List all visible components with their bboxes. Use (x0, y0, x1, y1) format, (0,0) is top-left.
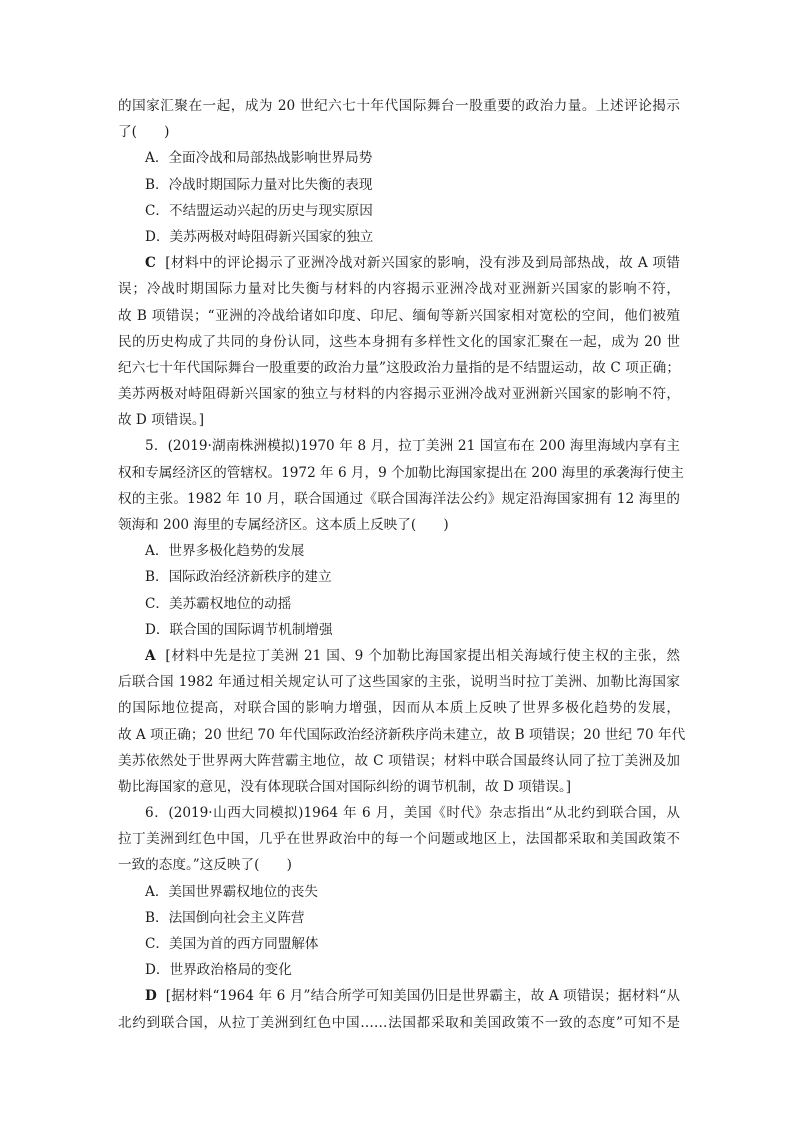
question-4-stem-line: 了( ) (118, 124, 170, 141)
question-4-option-d: D．美苏两极对峙阻碍新兴国家的独立 (145, 228, 374, 245)
question-4-explanation-line: 故 B 项错误；“亚洲的冷战给诸如印度、印尼、缅甸等新兴国家相对宽松的空间，他们被殖 (118, 307, 680, 324)
question-5-option-a: A．世界多极化趋势的发展 (145, 543, 305, 560)
question-4-explanation-text: [材料中的评论揭示了亚洲冷战对新兴国家的影响，没有涉及到局部热战，故 A 项错 (165, 255, 680, 272)
document-page (118, 93, 686, 1036)
question-5-explanation-line: 后联合国 1982 年通过相关规定认可了这些国家的主张，说明当时拉丁美洲、加勒比海国家 (118, 674, 680, 691)
question-4-explanation-line: 美苏两极对峙阻碍新兴国家的独立与材料的内容揭示亚洲冷战对亚洲新兴国家的影响不符， (118, 386, 680, 403)
question-5-answer: A (145, 647, 156, 664)
question-5-option-b: B．国际政治经济新秩序的建立 (145, 569, 332, 586)
question-4-explanation-line: 故 D 项错误。] (118, 412, 205, 429)
question-4-explanation-line: 误；冷战时期国际力量对比失衡与材料的内容揭示亚洲冷战对亚洲新兴国家的影响不符， (118, 281, 680, 298)
question-4-explanation-first-line (118, 250, 680, 276)
question-4-option-c: C．不结盟运动兴起的历史与现实原因 (145, 202, 373, 219)
question-6-stem-line: 6．(2019·山西大同模拟)1964 年 6 月，美国《时代》杂志指出“从北约到联合国，从 (145, 805, 680, 822)
question-6-explanation-first-line (118, 983, 680, 1009)
question-4-stem-line: 的国家汇聚在一起，成为 20 世纪六七十年代国际舞台一股重要的政治力量。上述评论揭示 (118, 98, 680, 114)
question-6-option-c: C．美国为首的西方同盟解体 (145, 936, 319, 952)
question-4-answer: C (145, 255, 156, 272)
question-6-answer: D (145, 988, 157, 1005)
question-5-option-c: C．美苏霸权地位的动摇 (145, 595, 292, 612)
question-5-explanation-first-line (118, 643, 680, 669)
question-6-option-a: A．美国世界霸权地位的丧失 (145, 883, 318, 900)
question-5-explanation-line: 美苏依然处于世界两大阵营霸主地位，故 C 项错误；材料中联合国最终认同了拉丁美洲及加 (118, 752, 680, 769)
question-5-option-d: D．联合国的国际调节机制增强 (145, 621, 333, 638)
question-4 (118, 93, 680, 433)
question-5-stem-line: 领海和 200 海里的专属经济区。这本质上反映了( ) (118, 517, 449, 533)
question-5-stem-line: 权和专属经济区的管辖权。1972 年 6 月，9 个加勒比海国家提出在 200 海里的承袭海行使主 (118, 464, 684, 481)
question-5-stem-line: 权的主张。1982 年 10 月，联合国通过《联合国海洋法公约》规定沿海国家拥有 12 海里的 (118, 490, 680, 507)
question-6 (118, 800, 680, 1036)
question-6-stem-line: 拉丁美洲到红色中国，几乎在世界政治中的每一个问题或地区上，法国都采取和美国政策不 (118, 831, 680, 848)
question-6-option-b: B．法国倒向社会主义阵营 (145, 909, 305, 926)
question-4-option-a: A．全面冷战和局部热战影响世界局势 (145, 150, 373, 167)
question-5-explanation-line: 勒比海国家的意见，没有体现联合国对国际纠纷的调节机制，故 D 项错误。] (118, 778, 572, 795)
question-5-explanation-text: [材料中先是拉丁美洲 21 国、9 个加勒比海国家提出相关海域行使主权的主张，然 (165, 647, 680, 664)
question-5 (118, 433, 686, 800)
question-6-explanation-text: [据材料“1964 年 6 月”结合所学可知美国仍旧是世界霸主，故 A 项错误；据材料“从 (165, 988, 680, 1005)
question-5-stem-line: 5．(2019·湖南株洲模拟)1970 年 8 月，拉丁美洲 21 国宣布在 200 海里海域内享有主 (145, 438, 680, 455)
question-4-explanation-line: 纪六七十年代国际舞台一股重要的政治力量”这股政治力量指的是不结盟运动，故 C 项正确； (118, 359, 680, 376)
question-4-explanation-line: 民的历史构成了共同的身份认同，这些本身拥有多样性文化的国家汇聚在一起，成为 20 世 (118, 333, 680, 350)
question-6-option-d: D．世界政治格局的变化 (145, 962, 292, 979)
question-5-explanation-line: 故 A 项正确；20 世纪 70 年代国际政治经济新秩序尚未建立，故 B 项错误；20 世纪 70 年代 (118, 726, 686, 743)
question-6-explanation-line: 北约到联合国，从拉丁美洲到红色中国……法国都采取和美国政策不一致的态度”可知不是 (118, 1014, 680, 1031)
question-5-explanation-line: 的国际地位提高，对联合国的影响力增强，因而从本质上反映了世界多极化趋势的发展， (118, 700, 680, 717)
question-4-option-b: B．冷战时期国际力量对比失衡的表现 (145, 176, 373, 193)
question-6-stem-line: 一致的态度。”这反映了( ) (118, 857, 292, 874)
